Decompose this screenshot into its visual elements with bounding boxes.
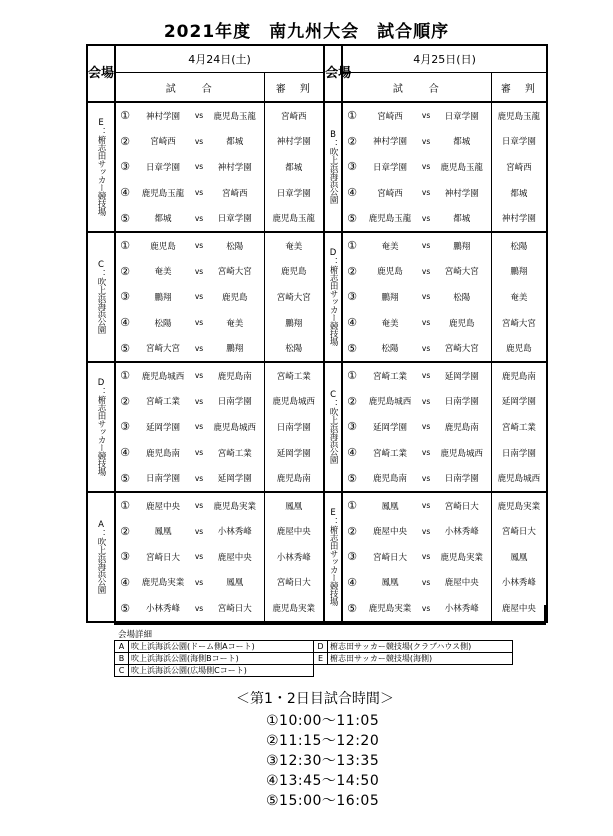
game-number: ① — [342, 102, 361, 129]
home-team: 奄美 — [381, 241, 399, 252]
venue-key-code: B — [115, 653, 129, 665]
match-time-slot: ①10:00～11:05 — [266, 713, 380, 729]
home-team: 鹿児島実業 — [141, 578, 185, 589]
referee-team: 日南学園 — [491, 440, 547, 466]
vs-label: vs — [421, 318, 431, 328]
away-team: 宮崎日大 — [206, 595, 264, 622]
home-team: 神村学園 — [145, 111, 180, 122]
referee-team: 宮崎工業 — [264, 362, 324, 389]
venue-key-code: D — [314, 641, 328, 653]
referee-team: 宮崎大宮 — [491, 310, 547, 336]
game-number: ④ — [342, 310, 361, 336]
venue-cell: B：吹上浜海浜公園 — [324, 102, 342, 232]
away-team: 日章学園 — [444, 111, 479, 122]
away-team: 鹿児島 — [221, 292, 248, 303]
date-header-day2: 4月25日(日) — [342, 45, 547, 73]
away-team: 宮崎大宮 — [444, 267, 479, 278]
home-team: 小林秀峰 — [134, 595, 192, 622]
referee-team: 日南学園 — [264, 414, 324, 440]
away-team: 神村学園 — [444, 188, 479, 199]
game-number: ② — [115, 519, 134, 545]
referee-header-day1: 審 判 — [264, 73, 324, 103]
home-team: 延岡学園 — [373, 422, 408, 433]
game-row — [87, 414, 547, 440]
away-team: 松陽 — [226, 241, 244, 252]
venue-key-code: E — [314, 653, 328, 665]
away-team: 都城 — [433, 205, 491, 232]
referee-team: 延岡学園 — [491, 389, 547, 415]
away-team: 小林秀峰 — [433, 595, 491, 622]
home-team: 鹿児島玉龍 — [141, 188, 185, 199]
home-team: 宮崎工業 — [373, 371, 408, 382]
game-row — [87, 492, 547, 519]
game-number: ④ — [115, 440, 134, 466]
home-team: 鹿児島 — [150, 241, 176, 252]
vs-label: vs — [194, 501, 204, 511]
home-team: 松陽 — [361, 335, 419, 362]
game-row — [87, 570, 547, 596]
game-number: ② — [342, 129, 361, 155]
match-time-slot: ⑤15:00～16:05 — [266, 793, 380, 809]
referee-team: 鹿児島南 — [264, 465, 324, 492]
game-number: ③ — [115, 284, 134, 310]
referee-team: 宮崎西 — [264, 102, 324, 129]
referee-team: 日章学園 — [491, 129, 547, 155]
home-team: 鹿屋中央 — [145, 501, 180, 512]
match-time-slot: ③12:30～13:35 — [266, 753, 380, 769]
away-team: 日南学園 — [217, 397, 252, 408]
venue-key-desc: 椨志田サッカー競技場(海側) — [328, 653, 513, 665]
home-team: 宮崎西 — [377, 111, 403, 122]
game-row — [87, 389, 547, 415]
home-team: 日南学園 — [134, 465, 192, 492]
vs-label: vs — [421, 371, 431, 381]
away-team: 日南学園 — [444, 397, 479, 408]
referee-team: 日章学園 — [264, 180, 324, 206]
venue-header-day2: 会場 — [324, 45, 342, 102]
venue-cell: E：椨志田サッカー競技場 — [324, 492, 342, 622]
game-row — [87, 335, 547, 362]
vs-label: vs — [419, 205, 433, 232]
venue-cell: A：吹上浜海浜公園 — [87, 492, 115, 622]
referee-team: 奄美 — [491, 284, 547, 310]
game-row — [87, 180, 547, 206]
vs-label: vs — [194, 136, 204, 146]
vs-label: vs — [194, 526, 204, 536]
game-number: ② — [342, 519, 361, 545]
vs-label: vs — [421, 162, 431, 172]
vs-label: vs — [194, 577, 204, 587]
game-row — [87, 102, 547, 129]
away-team: 鹿屋中央 — [217, 552, 252, 563]
vs-label: vs — [421, 292, 431, 302]
venue-key-desc: 椨志田サッカー競技場(クラブハウス側) — [328, 641, 513, 653]
home-team: 日章学園 — [145, 162, 180, 173]
game-number: ⑤ — [115, 465, 134, 492]
venue-cell: D：椨志田サッカー競技場 — [324, 232, 342, 362]
match-header-day2: 試 合 — [342, 73, 491, 103]
away-team: 鵬翔 — [453, 241, 471, 252]
game-number: ① — [115, 492, 134, 519]
game-number: ① — [342, 232, 361, 259]
game-number: ① — [342, 362, 361, 389]
vs-label: vs — [194, 162, 204, 172]
match-times-title: ＜第1・2日目試合時間＞ — [236, 691, 394, 707]
referee-team: 鹿児島城西 — [264, 389, 324, 415]
vs-label: vs — [192, 205, 206, 232]
referee-team: 延岡学園 — [264, 440, 324, 466]
away-team: 鹿児島実業 — [440, 552, 484, 563]
venue-key-desc: 吹上浜海浜公園(ドーム側Aコート) — [129, 641, 314, 653]
vs-label: vs — [421, 422, 431, 432]
venue-cell: E：椨志田サッカー競技場 — [87, 102, 115, 232]
venue-header-day1: 会場 — [87, 45, 115, 102]
away-team: 鹿児島南 — [217, 371, 252, 382]
game-number: ① — [115, 232, 134, 259]
away-team: 鹿児島実業 — [213, 501, 256, 512]
away-team: 奄美 — [226, 318, 244, 329]
away-team: 日南学園 — [433, 465, 491, 492]
game-number: ② — [115, 259, 134, 285]
vs-label: vs — [194, 292, 204, 302]
vs-label: vs — [421, 241, 431, 251]
home-team: 鹿児島玉龍 — [361, 205, 419, 232]
game-number: ⑤ — [115, 595, 134, 622]
away-team: 鹿児島 — [449, 318, 475, 329]
venue-cell: C：吹上浜海浜公園 — [324, 362, 342, 492]
home-team: 松陽 — [154, 318, 172, 329]
game-number: ④ — [342, 440, 361, 466]
away-team: 延岡学園 — [206, 465, 264, 492]
game-number: ④ — [115, 570, 134, 596]
game-number: ③ — [115, 154, 134, 180]
away-team: 神村学園 — [217, 162, 252, 173]
away-team: 鹿児島城西 — [440, 448, 484, 459]
vs-label: vs — [194, 448, 204, 458]
game-row — [87, 362, 547, 389]
venue-key-table — [114, 640, 513, 677]
table-bottom-gap — [114, 605, 546, 625]
referee-team: 鹿児島南 — [491, 362, 547, 389]
venue-cell: C：吹上浜海浜公園 — [87, 232, 115, 362]
game-number: ④ — [115, 180, 134, 206]
game-number: ② — [342, 389, 361, 415]
referee-team: 宮崎大宮 — [264, 284, 324, 310]
home-team: 鳳凰 — [381, 578, 399, 589]
referee-team: 鵬翔 — [491, 259, 547, 285]
game-number: ④ — [342, 180, 361, 206]
game-number: ① — [342, 492, 361, 519]
away-team: 鹿屋中央 — [444, 578, 479, 589]
home-team: 鹿児島城西 — [141, 371, 185, 382]
game-row — [87, 519, 547, 545]
home-team: 鵬翔 — [154, 292, 172, 303]
referee-team: 奄美 — [264, 232, 324, 259]
away-team: 日章学園 — [206, 205, 264, 232]
home-team: 奄美 — [154, 267, 172, 278]
away-team: 松陽 — [453, 292, 471, 303]
home-team: 宮崎西 — [150, 137, 176, 148]
referee-header-day2: 審 判 — [491, 73, 547, 103]
vs-label: vs — [419, 595, 433, 622]
game-row — [87, 232, 547, 259]
vs-label: vs — [194, 266, 204, 276]
match-time-slot: ④13:45～14:50 — [266, 773, 380, 789]
away-team: 鵬翔 — [206, 335, 264, 362]
away-team: 鹿児島南 — [444, 422, 479, 433]
venue-key-desc: 吹上浜海浜公園(海側Bコート) — [129, 653, 314, 665]
vs-label: vs — [421, 501, 431, 511]
referee-team: 松陽 — [264, 335, 324, 362]
vs-label: vs — [421, 111, 431, 121]
referee-team: 鹿屋中央 — [491, 595, 547, 622]
vs-label: vs — [421, 526, 431, 536]
referee-team: 鹿屋中央 — [264, 519, 324, 545]
referee-team: 宮崎工業 — [491, 414, 547, 440]
referee-team: 宮崎日大 — [264, 570, 324, 596]
game-number: ⑤ — [342, 205, 361, 232]
away-team: 宮崎日大 — [444, 501, 479, 512]
referee-team: 宮崎日大 — [491, 519, 547, 545]
referee-team: 小林秀峰 — [264, 544, 324, 570]
game-number: ⑤ — [342, 335, 361, 362]
home-team: 鹿児島南 — [361, 465, 419, 492]
away-team: 宮崎大宮 — [433, 335, 491, 362]
referee-team: 神村学園 — [491, 205, 547, 232]
home-team: 鹿児島 — [377, 267, 403, 278]
referee-team: 小林秀峰 — [491, 570, 547, 596]
game-number: ⑤ — [115, 205, 134, 232]
referee-team: 鹿児島実業 — [491, 492, 547, 519]
home-team: 宮崎工業 — [373, 448, 408, 459]
game-row — [87, 465, 547, 492]
match-header-day1: 試 合 — [115, 73, 264, 103]
game-number: ③ — [115, 544, 134, 570]
vs-label: vs — [192, 465, 206, 492]
game-number: ④ — [342, 570, 361, 596]
game-number: ② — [115, 129, 134, 155]
vs-label: vs — [419, 335, 433, 362]
game-number: ② — [342, 259, 361, 285]
venue-key-code: C — [115, 665, 129, 677]
vs-label: vs — [194, 396, 204, 406]
away-team: 鳳凰 — [226, 578, 244, 589]
vs-label: vs — [421, 448, 431, 458]
game-number: ④ — [115, 310, 134, 336]
home-team: 宮崎日大 — [373, 552, 408, 563]
vs-label: vs — [421, 396, 431, 406]
venue-key-row — [115, 653, 513, 665]
match-time-slot: ②11:15～12:20 — [266, 733, 380, 749]
home-team: 鹿児島城西 — [368, 397, 412, 408]
home-team: 日章学園 — [373, 162, 408, 173]
referee-team: 鹿児島城西 — [491, 465, 547, 492]
home-team: 宮崎西 — [377, 188, 403, 199]
referee-team: 神村学園 — [264, 129, 324, 155]
referee-team: 都城 — [264, 154, 324, 180]
vs-label: vs — [194, 552, 204, 562]
vs-label: vs — [419, 465, 433, 492]
referee-team: 鹿児島 — [264, 259, 324, 285]
vs-label: vs — [192, 335, 206, 362]
page-title: 2021年度 南九州大会 試合順序 — [163, 22, 450, 42]
venue-key-row — [115, 665, 513, 677]
vs-label: vs — [194, 371, 204, 381]
referee-team: 鹿児島 — [491, 335, 547, 362]
home-team: 鳳凰 — [381, 501, 399, 512]
game-row — [87, 440, 547, 466]
home-team: 鹿児島南 — [145, 448, 180, 459]
away-team: 宮崎工業 — [217, 448, 252, 459]
away-team: 都城 — [453, 137, 471, 148]
away-team: 鹿児島城西 — [213, 422, 256, 433]
vs-label: vs — [194, 188, 204, 198]
game-row — [87, 544, 547, 570]
away-team: 都城 — [226, 137, 244, 148]
vs-label: vs — [421, 188, 431, 198]
referee-team: 松陽 — [491, 232, 547, 259]
game-number: ⑤ — [115, 335, 134, 362]
game-row — [87, 129, 547, 155]
vs-label: vs — [194, 422, 204, 432]
away-team: 延岡学園 — [444, 371, 479, 382]
referee-team: 都城 — [491, 180, 547, 206]
away-team: 鹿児島玉龍 — [440, 162, 484, 173]
home-team: 宮崎大宮 — [134, 335, 192, 362]
home-team: 都城 — [134, 205, 192, 232]
home-team: 延岡学園 — [145, 422, 180, 433]
game-row — [87, 310, 547, 336]
game-number: ③ — [342, 544, 361, 570]
game-number: ③ — [342, 284, 361, 310]
game-number: ③ — [342, 154, 361, 180]
game-row — [87, 259, 547, 285]
away-team: 宮崎大宮 — [217, 267, 252, 278]
game-number: ⑤ — [342, 595, 361, 622]
vs-label: vs — [421, 266, 431, 276]
game-number: ① — [115, 362, 134, 389]
referee-team: 鹿児島玉龍 — [264, 205, 324, 232]
away-team: 小林秀峰 — [217, 527, 252, 538]
venue-key-code — [314, 665, 328, 677]
home-team: 鳳凰 — [154, 527, 172, 538]
game-row — [87, 154, 547, 180]
away-team: 小林秀峰 — [444, 527, 479, 538]
away-team: 鹿児島玉龍 — [213, 111, 256, 122]
home-team: 鵬翔 — [381, 292, 399, 303]
referee-team: 宮崎西 — [491, 154, 547, 180]
vs-label: vs — [194, 111, 204, 121]
referee-team: 鵬翔 — [264, 310, 324, 336]
venue-key-row — [115, 641, 513, 653]
venue-key-desc — [328, 665, 513, 677]
vs-label: vs — [194, 241, 204, 251]
game-number: ② — [115, 389, 134, 415]
vs-label: vs — [192, 595, 206, 622]
venue-key-code: A — [115, 641, 129, 653]
venue-cell: D：椨志田サッカー競技場 — [87, 362, 115, 492]
game-number: ③ — [115, 414, 134, 440]
venue-key-desc: 吹上浜海浜公園(広場側Cコート) — [129, 665, 314, 677]
venue-key-title: 会場詳細 — [118, 630, 153, 640]
game-number: ① — [115, 102, 134, 129]
vs-label: vs — [421, 577, 431, 587]
home-team: 宮崎工業 — [145, 397, 180, 408]
away-team: 宮崎西 — [221, 188, 248, 199]
home-team: 鹿児島実業 — [361, 595, 419, 622]
date-header-day1: 4月24日(土) — [115, 45, 324, 73]
referee-team: 鳳凰 — [264, 492, 324, 519]
game-row — [87, 205, 547, 232]
referee-team: 鹿児島玉龍 — [491, 102, 547, 129]
home-team: 奄美 — [381, 318, 399, 329]
vs-label: vs — [421, 552, 431, 562]
vs-label: vs — [194, 318, 204, 328]
home-team: 鹿屋中央 — [373, 527, 408, 538]
schedule-table — [86, 44, 548, 623]
referee-team: 鳳凰 — [491, 544, 547, 570]
game-row — [87, 284, 547, 310]
game-number: ⑤ — [342, 465, 361, 492]
referee-team: 鹿児島実業 — [264, 595, 324, 622]
home-team: 宮崎日大 — [145, 552, 180, 563]
game-number: ③ — [342, 414, 361, 440]
home-team: 神村学園 — [373, 137, 408, 148]
vs-label: vs — [421, 136, 431, 146]
